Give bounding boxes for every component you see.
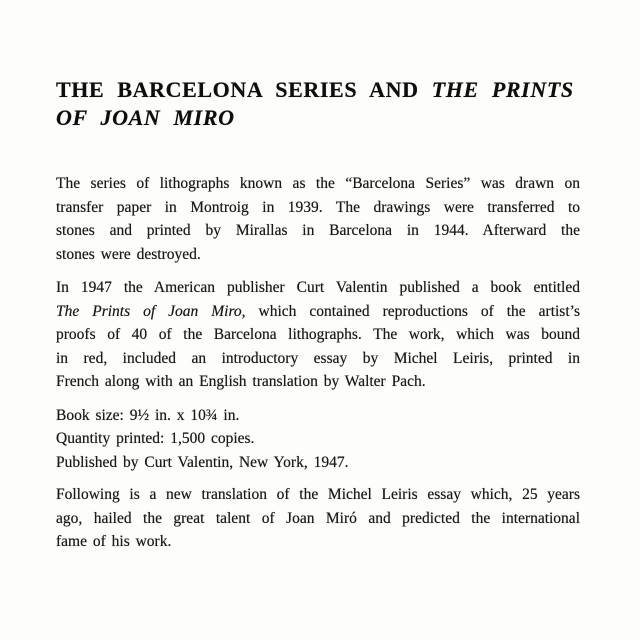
text-line: The series of lithographs known as the “Barcelona Series” was drawn on <box>56 175 580 192</box>
paragraph-translation-note <box>56 483 580 554</box>
book-size-line: Book size: 9½ in. x 10¾ in. <box>56 406 240 424</box>
title-line-2: OF JOAN MIRO <box>56 105 235 130</box>
text-line: transfer paper in Montroig in 1939. The drawings were transferred to <box>56 198 580 216</box>
paragraph-series-origin <box>56 172 580 266</box>
page-text-block <box>56 76 580 564</box>
text-line: stones were destroyed. <box>56 245 201 263</box>
book-facts-list <box>56 404 580 475</box>
text-segment: which contained reproductions of the artist’s <box>245 302 580 320</box>
text-line <box>56 300 580 324</box>
quantity-printed-line: Quantity printed: 1,500 copies. <box>56 430 255 447</box>
title-italic-part: THE PRINTS <box>431 77 574 102</box>
text-line: In 1947 the American publisher Curt Valentin published a book entitled <box>56 279 580 296</box>
text-line: ago, hailed the great talent of Joan Miró and predicted the international <box>56 509 580 527</box>
text-line: in red, included an introductory essay by Michel Leiris, printed in <box>56 349 580 367</box>
paragraph-publication-history <box>56 276 580 394</box>
text-line: fame of his work. <box>56 533 172 550</box>
text-line: stones and printed by Mirallas in Barcelona in 1944. Afterward the <box>56 222 580 239</box>
book-title-italic: The Prints of Joan Miro, <box>56 302 246 320</box>
text-line: proofs of 40 of the Barcelona lithographs. The work, which was bound <box>56 326 580 343</box>
publisher-line: Published by Curt Valentin, New York, 1947. <box>56 453 349 471</box>
page-title <box>56 76 580 132</box>
title-line-1 <box>56 76 580 104</box>
text-line: French along with an English translation by Walter Pach. <box>56 373 426 390</box>
text-line: Following is a new translation of the Michel Leiris essay which, 25 years <box>56 486 580 503</box>
title-roman-part: THE BARCELONA SERIES AND <box>56 77 432 102</box>
